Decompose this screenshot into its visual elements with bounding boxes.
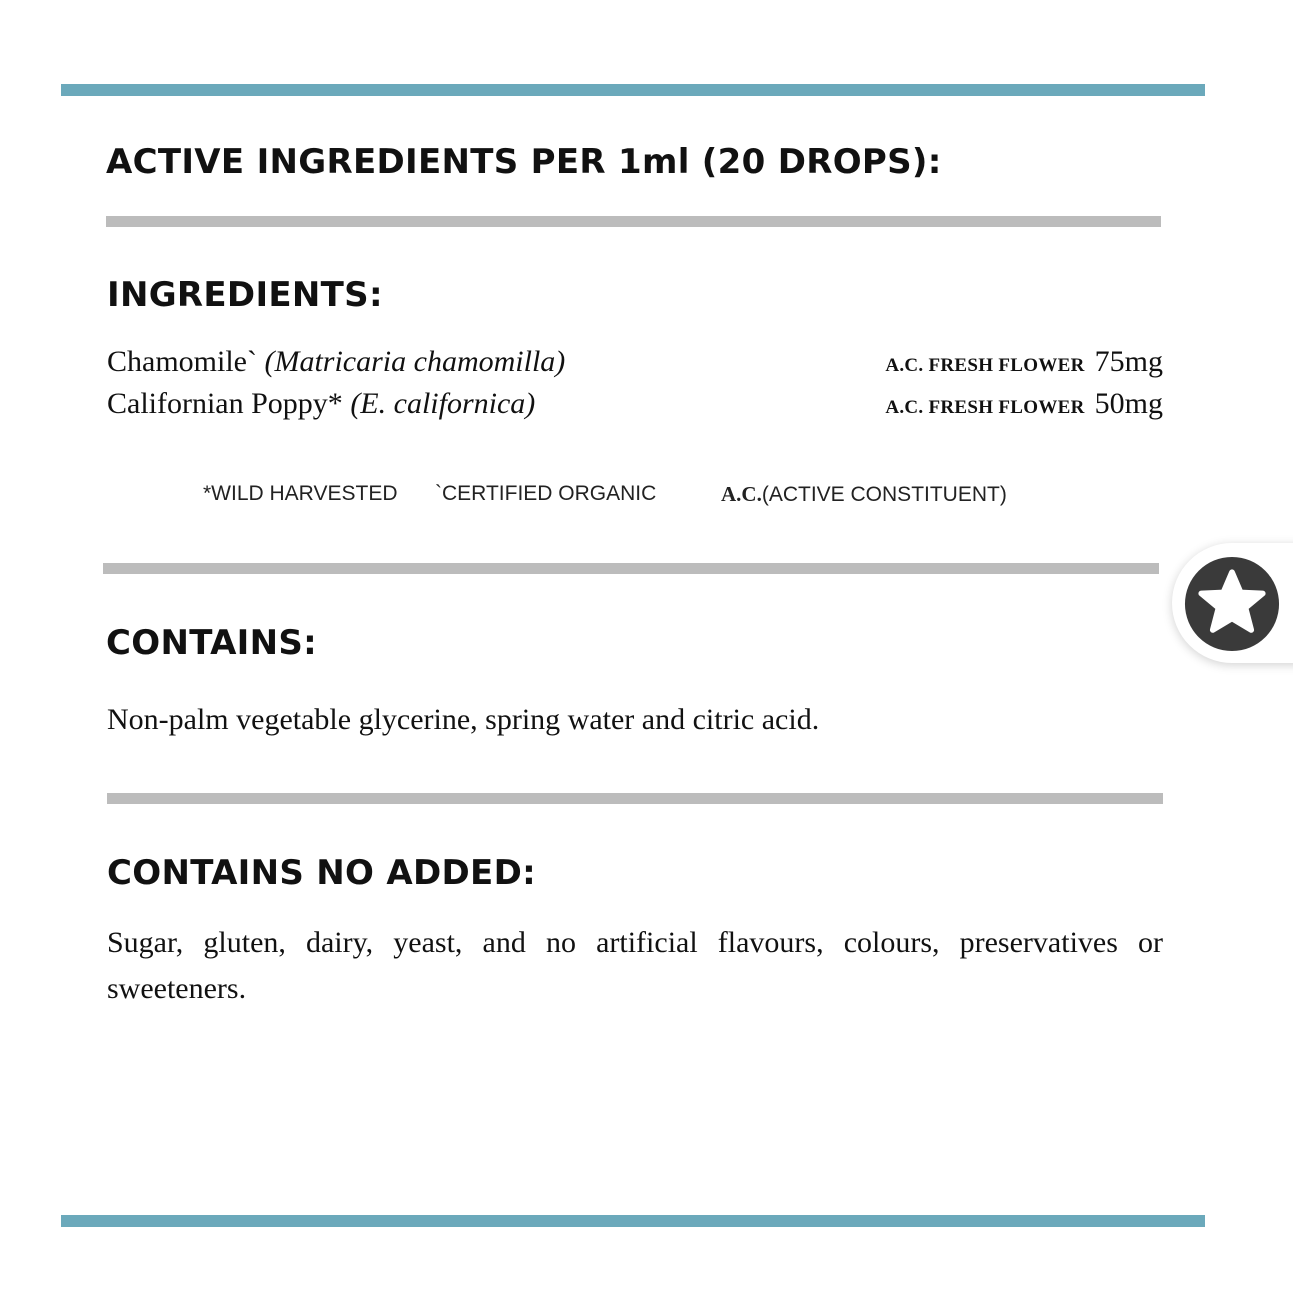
- ingredients-heading: INGREDIENTS:: [107, 275, 383, 315]
- ingredient-name: Chamomile` (Matricaria chamomilla): [107, 345, 566, 378]
- divider: [106, 216, 1161, 227]
- no-added-text: Sugar, gluten, dairy, yeast, and no artificial flavours, colours, preservatives or sweeteners.: [107, 926, 1163, 1005]
- legend-certified-organic: `CERTIFIED ORGANIC: [435, 482, 657, 505]
- bottom-accent-rule: [61, 1215, 1205, 1227]
- contains-text: Non-palm vegetable glycerine, spring water and citric acid.: [107, 703, 820, 736]
- star-icon: [1184, 556, 1280, 652]
- favorite-button[interactable]: [1172, 543, 1293, 663]
- ingredient-name: Californian Poppy* (E. californica): [107, 387, 536, 420]
- top-accent-rule: [61, 84, 1205, 96]
- contains-no-added-heading: CONTAINS NO ADDED:: [107, 853, 537, 893]
- ingredient-row: [107, 387, 1163, 427]
- divider: [103, 563, 1159, 574]
- legend-wild-harvested: *WILD HARVESTED: [203, 482, 398, 505]
- ingredient-quantity: A.C. FRESH FLOWER 50mg: [885, 387, 1163, 420]
- legend-active-constituent: A.C.(ACTIVE CONSTITUENT): [721, 482, 1007, 506]
- ingredient-quantity: A.C. FRESH FLOWER 75mg: [885, 345, 1163, 378]
- divider: [107, 793, 1163, 804]
- ingredient-row: [107, 345, 1163, 385]
- contains-heading: CONTAINS:: [106, 623, 318, 663]
- active-ingredients-heading: ACTIVE INGREDIENTS PER 1ml (20 DROPS):: [106, 142, 942, 182]
